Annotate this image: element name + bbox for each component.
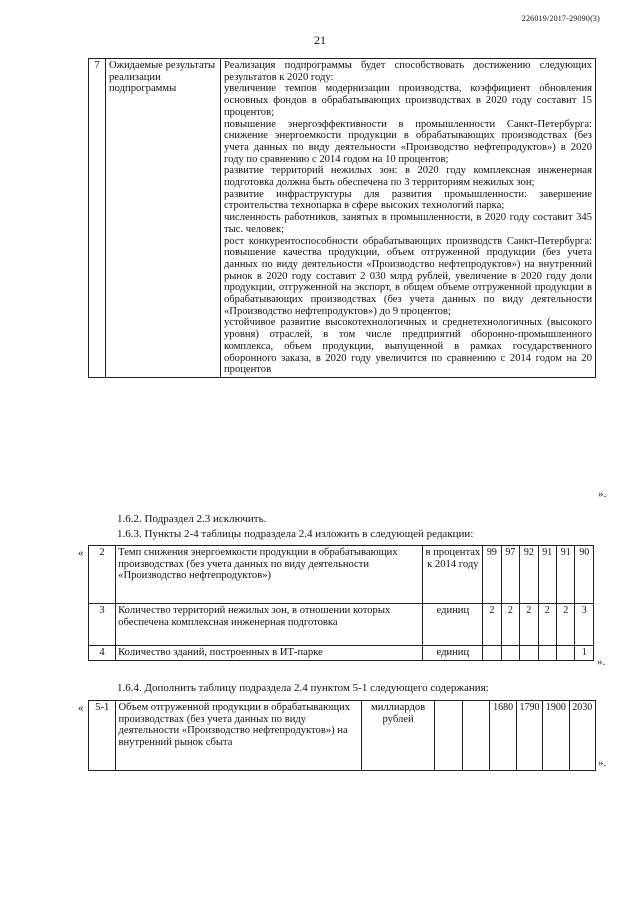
indicator-value: 92 — [520, 546, 538, 604]
table-row — [89, 604, 594, 646]
row-content — [221, 59, 596, 378]
result-paragraph: развитие инфраструктуры для развития промышленности: завершение строительства технопарка в сфере высоких технологий парка; — [224, 188, 592, 212]
indicator-value — [462, 701, 489, 771]
indicator-value — [483, 646, 501, 661]
indicator-value: 90 — [575, 546, 594, 604]
indicator-unit: единиц — [423, 604, 483, 646]
indicator-description: Количество зданий, построенных в ИТ-парке — [116, 646, 423, 661]
closing-quote: ». — [597, 656, 606, 668]
result-paragraph: повышение энергоэффективности в промышленности Санкт-Петербурга: снижение энергоемкости продукции в обрабатывающих производствах (без учета данных по виду деятельности «Производство нефтепродуктов») в 2020 году по сравнению с 2014 годом на 10 процентов; — [224, 118, 592, 165]
table-row — [89, 646, 594, 661]
indicator-value: 2 — [538, 604, 556, 646]
indicator-value: 1680 — [490, 701, 516, 771]
table-row — [89, 59, 596, 378]
indicator-unit: единиц — [423, 646, 483, 661]
indicator-value: 1790 — [516, 701, 542, 771]
row-label: Ожидаемые результаты реализации подпрограммы — [106, 59, 221, 378]
indicator-value: 2 — [557, 604, 575, 646]
expected-results-table — [88, 58, 596, 378]
row-number: 4 — [89, 646, 116, 661]
indicator-value: 2 — [501, 604, 519, 646]
page-number: 21 — [314, 33, 326, 47]
table-row — [89, 546, 594, 604]
indicator-value — [520, 646, 538, 661]
indicator-unit: в процентах к 2014 году — [423, 546, 483, 604]
table-row — [89, 701, 596, 771]
result-paragraph: развитие территорий нежилых зон: в 2020 году комплексная инженерная подготовка должна быть обеспечена по 3 территориям нежилых зон; — [224, 165, 592, 189]
paragraph-1-6-4: 1.6.4. Дополнить таблицу подраздела 2.4 пунктом 5-1 следующего содержания: — [117, 682, 489, 694]
row-number: 7 — [89, 59, 106, 378]
result-paragraph: устойчивое развитие высокотехнологичных и среднетехнологичных (высокого уровня) отраслей, в том числе предприятий оборонно-промышленного комплекса, объем продукции, выпущенной в рамках государственного оборонного заказа, в 2020 году увеличится по сравнению с 2014 годом на 20 процентов — [224, 317, 592, 376]
indicator-value: 2030 — [569, 701, 595, 771]
indicator-value: 91 — [538, 546, 556, 604]
indicator-value: 99 — [483, 546, 501, 604]
addition-table — [88, 700, 596, 771]
indicator-value — [435, 701, 462, 771]
indicator-value — [501, 646, 519, 661]
indicator-value: 2 — [483, 604, 501, 646]
indicator-unit: миллиардов рублей — [361, 701, 435, 771]
row-number: 3 — [89, 604, 116, 646]
paragraph-1-6-2: 1.6.2. Подраздел 2.3 исключить. — [117, 513, 267, 525]
indicator-value: 97 — [501, 546, 519, 604]
indicator-value: 1 — [575, 646, 594, 661]
opening-quote: « — [78, 547, 84, 559]
indicator-value: 3 — [575, 604, 594, 646]
closing-quote: ». — [598, 757, 607, 769]
paragraph-1-6-3: 1.6.3. Пункты 2-4 таблицы подраздела 2.4 изложить в следующей редакции: — [117, 528, 474, 540]
row-number: 2 — [89, 546, 116, 604]
indicator-value — [557, 646, 575, 661]
indicator-value — [538, 646, 556, 661]
result-paragraph: Реализация подпрограммы будет способствовать достижению следующих результатов к 2020 году: — [224, 60, 592, 83]
row-number: 5-1 — [89, 701, 116, 771]
indicator-value: 91 — [557, 546, 575, 604]
result-paragraph: рост конкурентоспособности обрабатывающих производств Санкт-Петербурга: повышение качества продукции, объем отгруженной продукции (без учета данных по виду деятельности «Производство нефтепродуктов») на внутренний рынок в 2020 году составит 2 030 млрд рублей, увеличение в 2020 году доли продукции, отгруженной на экспорт, в общем объеме отгруженной продукции в обрабатывающих производствах (без учета данных по виду деятельности «Производство нефтепродуктов») до 9 процентов; — [224, 235, 592, 317]
opening-quote: « — [78, 702, 84, 714]
closing-quote: ». — [598, 488, 607, 500]
indicator-value: 2 — [520, 604, 538, 646]
indicator-value: 1900 — [543, 701, 569, 771]
indicators-table — [88, 545, 594, 661]
indicator-description: Объем отгруженной продукции в обрабатывающих производствах (без учета данных по виду деятельности «Производство нефтепродуктов») на внутренний рынок сбыта — [116, 701, 361, 771]
result-paragraph: численность работников, занятых в промышленности, в 2020 году составит 345 тыс. человек; — [224, 212, 592, 235]
result-paragraph: увеличение темпов модернизации производства, коэффициент обновления основных фондов в обрабатывающих производствах в 2020 году составит 15 процентов; — [224, 83, 592, 118]
document-number: 226019/2017-29090(3) — [521, 14, 600, 23]
indicator-description: Количество территорий нежилых зон, в отношении которых обеспечена комплексная инженерная подготовка — [116, 604, 423, 646]
indicator-description: Темп снижения энергоемкости продукции в обрабатывающих производствах (без учета данных по виду деятельности «Производство нефтепродуктов») — [116, 546, 423, 604]
